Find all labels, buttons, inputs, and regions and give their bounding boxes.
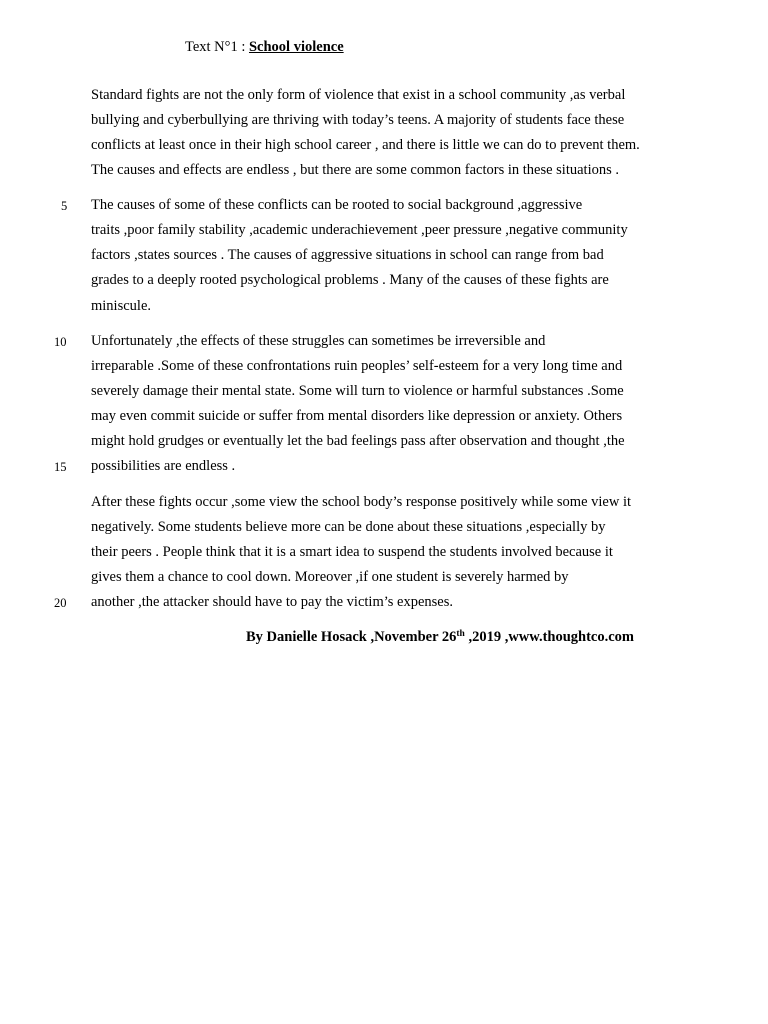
text-line: miniscule. xyxy=(91,298,152,314)
text-line: The causes of some of these conflicts can be rooted to social background ,aggressive xyxy=(91,197,583,213)
text-number-label: Text N°1 : xyxy=(185,39,249,55)
text-line: another ,the attacker should have to pay the victim’s expenses. xyxy=(91,594,453,610)
line-number: 15 xyxy=(54,460,67,474)
text-line: may even commit suicide or suffer from mental disorders like depression or anxiety. Others xyxy=(91,408,623,424)
line-number: 5 xyxy=(61,199,68,213)
text-line: traits ,poor family stability ,academic underachievement ,peer pressure ,negative community xyxy=(91,222,628,238)
text-line: bullying and cyberbullying are thriving with today’s teens. A majority of students face these xyxy=(91,112,625,128)
text-line: grades to a deeply rooted psychological problems . Many of the causes of these fights are xyxy=(91,272,609,288)
text-line: After these fights occur ,some view the school body’s response positively while some view it xyxy=(91,494,632,510)
line-number: 20 xyxy=(54,596,67,610)
byline-superscript: th xyxy=(456,629,465,639)
text-line: negatively. Some students believe more can be done about these situations ,especially by xyxy=(91,519,606,535)
author-byline xyxy=(246,627,634,647)
text-line: conflicts at least once in their high school career , and there is little we can do to prevent them. xyxy=(91,137,640,153)
text-line: Unfortunately ,the effects of these struggles can sometimes be irreversible and xyxy=(91,333,546,349)
text-title: School violence xyxy=(248,39,344,55)
line-number: 10 xyxy=(54,335,67,349)
text-line: factors ,states sources . The causes of aggressive situations in school can range from bad xyxy=(91,247,604,263)
text-line: gives them a chance to cool down. Moreover ,if one student is severely harmed by xyxy=(91,569,569,585)
text-line: their peers . People think that it is a smart idea to suspend the students involved because it xyxy=(91,544,613,560)
text-line: severely damage their mental state. Some will turn to violence or harmful substances .Some xyxy=(91,383,624,399)
byline-suffix: ,2019 ,www.thoughtco.com xyxy=(464,629,634,645)
text-line: irreparable .Some of these confrontations ruin peoples’ self-esteem for a very long time and xyxy=(91,358,623,374)
text-line: Standard fights are not the only form of violence that exist in a school community ,as verbal xyxy=(91,87,626,103)
text-line: possibilities are endless . xyxy=(91,458,236,474)
text-line: The causes and effects are endless , but there are some common factors in these situations . xyxy=(91,162,619,178)
text-heading xyxy=(185,37,344,57)
text-line: might hold grudges or eventually let the bad feelings pass after observation and thought ,the xyxy=(91,433,625,449)
byline-prefix: By Danielle Hosack ,November 26 xyxy=(246,629,457,645)
